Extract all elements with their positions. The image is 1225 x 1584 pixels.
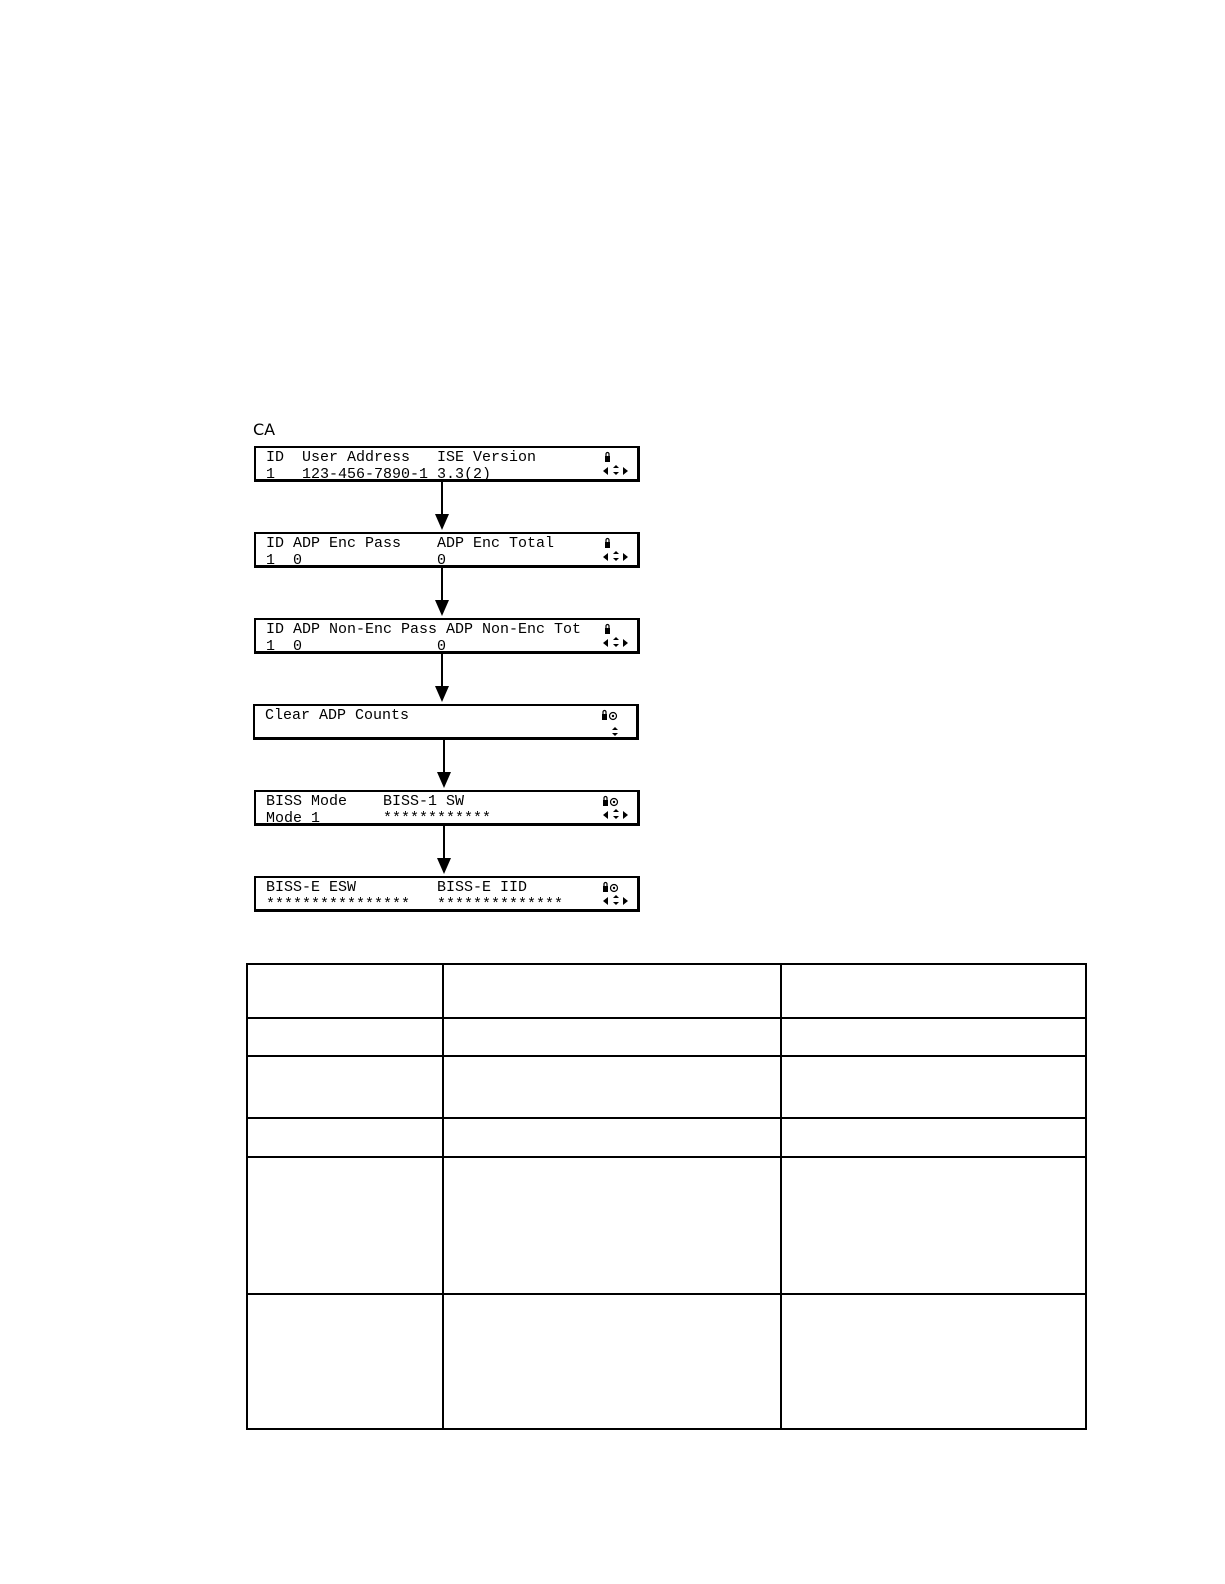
table-cell — [247, 1294, 443, 1429]
lock-icon — [605, 453, 610, 463]
indicator-group — [600, 706, 630, 738]
nav-arrows-icon — [603, 895, 628, 905]
lcd-line-1: BISS-E ESW BISS-E IID — [266, 879, 528, 896]
table-cell — [247, 1018, 443, 1056]
table-cell — [781, 1018, 1086, 1056]
lcd-line-1: ID User Address ISE Version — [266, 449, 537, 466]
lcd-line-2: 1 0 0 — [266, 552, 447, 569]
table-cell — [443, 1018, 781, 1056]
table-cell — [443, 1294, 781, 1429]
flow-arrow-down — [437, 825, 451, 875]
lcd-screen-adp-non-enc — [254, 618, 640, 654]
lcd-line-2: 1 0 0 — [266, 638, 447, 655]
table-row — [247, 1018, 1086, 1056]
flow-arrow-down — [435, 567, 449, 617]
table-cell — [443, 1157, 781, 1294]
up-down-arrows-icon — [612, 727, 618, 736]
table-cell — [781, 1294, 1086, 1429]
edit-icon — [611, 799, 618, 806]
table-cell — [443, 1056, 781, 1118]
table-cell — [443, 1118, 781, 1157]
lock-icon — [603, 797, 608, 807]
table-row — [247, 1118, 1086, 1157]
edit-icon — [611, 885, 618, 892]
table-cell — [781, 1118, 1086, 1157]
table-cell — [247, 1056, 443, 1118]
lcd-screen-ise-version — [254, 446, 640, 482]
table-cell — [781, 1056, 1086, 1118]
lcd-line-2: 1 123-456-7890-1 3.3(2) — [266, 466, 492, 483]
lcd-screen-biss-e — [254, 876, 640, 912]
table-row — [247, 1157, 1086, 1294]
table-row — [247, 1056, 1086, 1118]
flow-arrow-down — [435, 653, 449, 703]
indicator-group — [601, 878, 631, 910]
table-cell — [247, 964, 443, 1018]
lcd-line-2: Mode 1 ************ — [266, 810, 492, 827]
nav-arrows-icon — [603, 465, 628, 475]
lcd-line-2: **************** ************** — [266, 896, 564, 913]
lock-icon — [603, 883, 608, 893]
lcd-line-1: ID ADP Non-Enc Pass ADP Non-Enc Tot — [266, 621, 582, 638]
lock-icon — [605, 625, 610, 635]
table-row — [247, 1294, 1086, 1429]
table-cell — [443, 964, 781, 1018]
table-cell — [247, 1157, 443, 1294]
menu-title: CA — [253, 420, 276, 439]
flow-arrow-down — [435, 481, 449, 531]
table-cell — [247, 1118, 443, 1157]
table-cell — [781, 1157, 1086, 1294]
ca-menu-table — [246, 963, 1087, 1430]
table-row — [247, 964, 1086, 1018]
nav-arrows-icon — [603, 637, 628, 647]
indicator-group — [601, 534, 631, 566]
edit-icon — [610, 713, 617, 720]
lock-icon — [602, 711, 607, 721]
lcd-screen-biss-mode — [254, 790, 640, 826]
lcd-screen-adp-enc — [254, 532, 640, 568]
nav-arrows-icon — [603, 551, 628, 561]
nav-arrows-icon — [603, 809, 628, 819]
indicator-group — [601, 448, 631, 480]
lcd-line-1: Clear ADP Counts — [265, 707, 410, 724]
indicator-group — [601, 792, 631, 824]
lcd-line-1: ID ADP Enc Pass ADP Enc Total — [266, 535, 555, 552]
lcd-screen-clear-adp-counts — [253, 704, 639, 740]
lock-icon — [605, 539, 610, 549]
indicator-group — [601, 620, 631, 652]
lcd-line-1: BISS Mode BISS-1 SW — [266, 793, 465, 810]
table-cell — [781, 964, 1086, 1018]
flow-arrow-down — [437, 739, 451, 789]
